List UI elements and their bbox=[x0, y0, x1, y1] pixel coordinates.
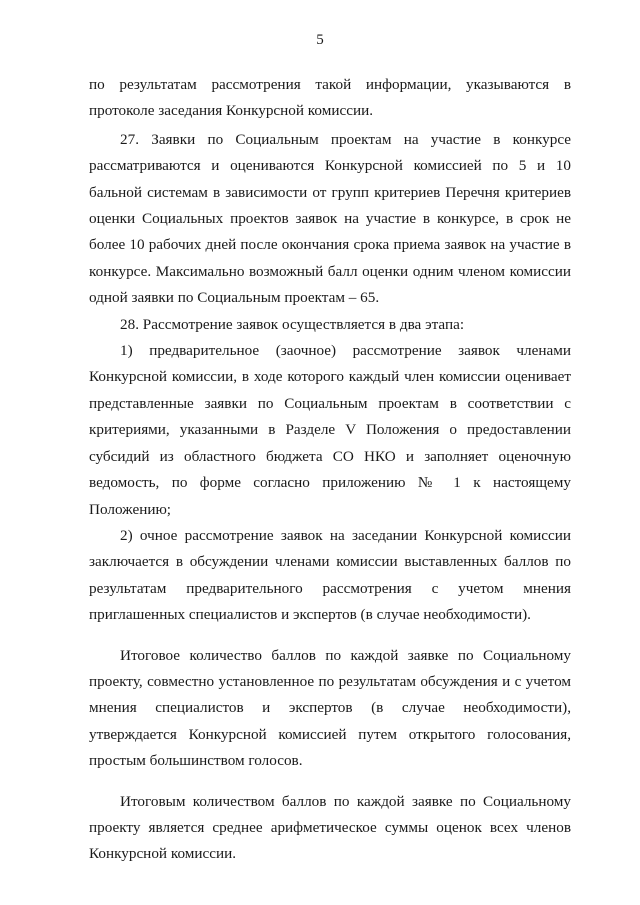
paragraph-final-score-approval: Итоговое количество баллов по каждой заявке по Социальному проекту, совместно установленное по результатам обсуждения и с учетом мнения специалистов и экспертов (в случае необходимости), утверждается Конкурсной комиссией путем открытого голосования, простым большинством голосов. bbox=[89, 646, 571, 770]
paragraph-stage-2: 2) очное рассмотрение заявок на заседании Конкурсной комиссии заключается в обсуждении членами комиссии выставленных баллов по результатам предварительного рассмотрения с учетом мнения приглашенных специалистов и экспертов (в случае необходимости). bbox=[89, 526, 571, 624]
paragraph-final-score-definition: Итоговым количеством баллов по каждой заявке по Социальному проекту является среднее арифметическое суммы оценок всех членов Конкурсной комиссии. bbox=[89, 792, 571, 863]
paragraph-item-27: 27. Заявки по Социальным проектам на участие в конкурсе рассматриваются и оцениваются Конкурсной комиссией по 5 и 10 бальной системам в зависимости от групп критериев Перечня критериев оценки Социальных проектов заявок на участие в конкурсе, в срок не более 10 рабочих дней после окончания срока приема заявок на участие в конкурсе. Максимально возможный балл оценки одним членом комиссии одной заявки по Социальным проектам – 65. bbox=[89, 130, 571, 307]
document-body bbox=[89, 72, 571, 868]
page-number: 5 bbox=[316, 32, 324, 48]
paragraph-continuation: по результатам рассмотрения такой информации, указываются в протоколе заседания Конкурсной комиссии. bbox=[89, 76, 571, 120]
paragraph-item-28: 28. Рассмотрение заявок осуществляется в два этапа: bbox=[120, 315, 465, 333]
paragraph-stage-1: 1) предварительное (заочное) рассмотрение заявок членами Конкурсной комиссии, в ходе которого каждый член комиссии оценивает представленные заявки по Социальным проектам в соответствии с критериями, указанными в Разделе V Положения о предоставлении субсидий из областного бюджета СО НКО и заполняет оценочную ведомость, по форме согласно приложению № 1 к настоящему Положению; bbox=[89, 342, 571, 518]
